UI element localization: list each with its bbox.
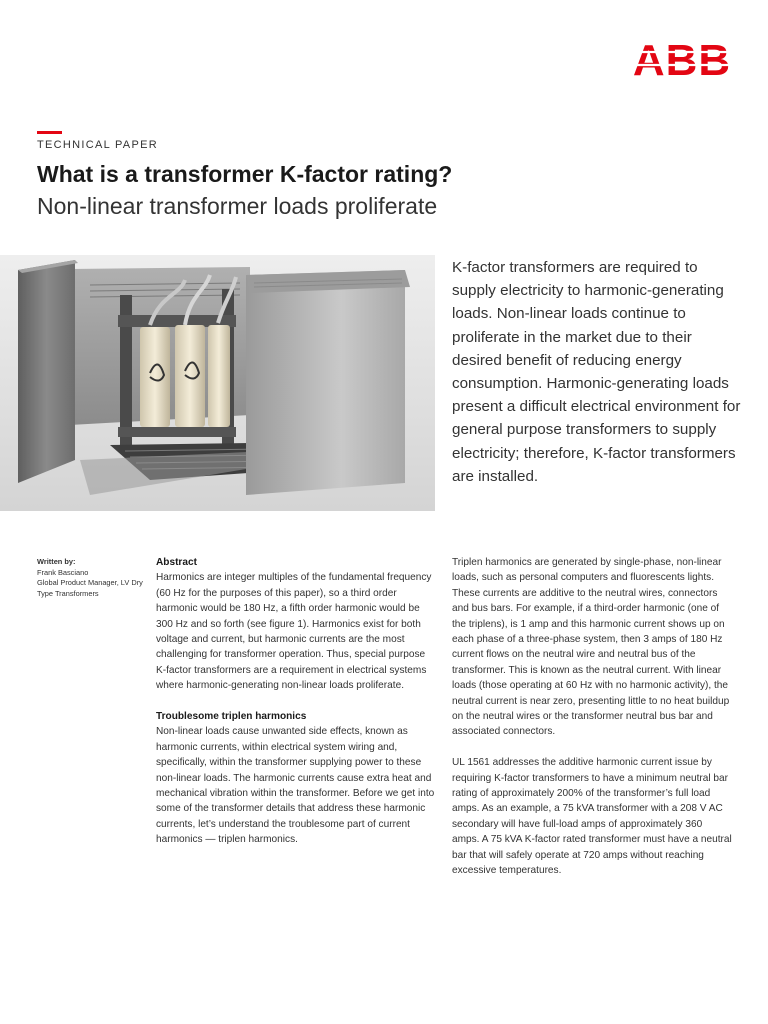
abstract-paragraph: Harmonics are integer multiples of the fundamental frequency (60 Hz for the purposes of this paper), so a third order harmonic would be 180 Hz, a fifth order harmonic would be 300 Hz and so forth (see figure 1). Harmonics exist for both voltage and current, but harmonic currents are the most challenging for transformer operation. Thus, special purpose K-factor transformers are a requirement in electrical systems where harmonic-generating non-linear loads proliferate. bbox=[156, 572, 432, 692]
transformer-photo bbox=[0, 255, 435, 511]
body-column-right bbox=[452, 555, 732, 879]
page-subtitle: Non-linear transformer loads proliferate bbox=[37, 193, 438, 219]
byline-label: Written by: bbox=[37, 557, 76, 566]
author-name: Frank Basciano bbox=[37, 567, 89, 577]
page-title: What is a transformer K-factor rating? bbox=[37, 161, 453, 187]
abstract-heading: Abstract bbox=[156, 557, 197, 568]
author-role: Global Product Manager, LV Dry Type Transformers bbox=[37, 578, 143, 598]
svg-text:ABB: ABB bbox=[633, 38, 731, 78]
triplen-generation-paragraph: Triplen harmonics are generated by single-phase, non-linear loads, such as personal computers and fluorescents lights. These currents are additive to the neutral wires, connectors and bus bars. For example, if a third-order harmonic (one of the triplens), is 1 amp and this harmonic current shows up on each phase of a three-phase system, then 3 amps of 180 Hz current flows on the neutral wire and neutral bus of the transformer. This is known as the neutral current. With linear loads (those operating at 60 Hz with no harmonic activity), the neutral current is near zero, presenting little to no heat buildup on the neutral wires or the transformer neutral bus bar and associated connectors. bbox=[452, 557, 730, 738]
triplen-heading: Troublesome triplen harmonics bbox=[156, 711, 307, 723]
intro-paragraph: K-factor transformers are required to supply electricity to harmonic-generating loads. Non-linear loads continue to proliferate in the market due to their desired benefit of reducing energy consumption. Harmonic-generating loads present a difficult electrical environment for general purpose transformers to supply electricity; therefore, K-factor transformers are installed. bbox=[452, 259, 741, 485]
triplen-paragraph: Non-linear loads cause unwanted side effects, known as harmonic currents, within electrical system wiring and, specifically, within the transformer supplying power to these non-linear loads. The harmonic currents cause extra heat and mechanical vibration within the transformer. Before we get into some of the transformer details that address these harmonic currents, let’s understand the troublesome part of current harmonics — triplen harmonics. bbox=[156, 726, 435, 846]
title-accent-bar bbox=[37, 131, 62, 134]
document-type-label: TECHNICAL PAPER bbox=[37, 139, 158, 151]
author-byline bbox=[37, 557, 145, 599]
ul1561-paragraph: UL 1561 addresses the additive harmonic current issue by requiring K-factor transformers to have a minimum neutral bar rating of approximately 200% of the transformer’s full load amps. As an example, a 75 kVA transformer with a 208 V AC secondary will have full-load amps of approximately 360 amps. A 75 kVA K-factor rated transformer must have a neutral bar that will safely operate at 720 amps without reaching excessive temperatures. bbox=[452, 757, 732, 877]
body-column-left bbox=[156, 555, 436, 848]
abb-logo bbox=[633, 38, 731, 78]
